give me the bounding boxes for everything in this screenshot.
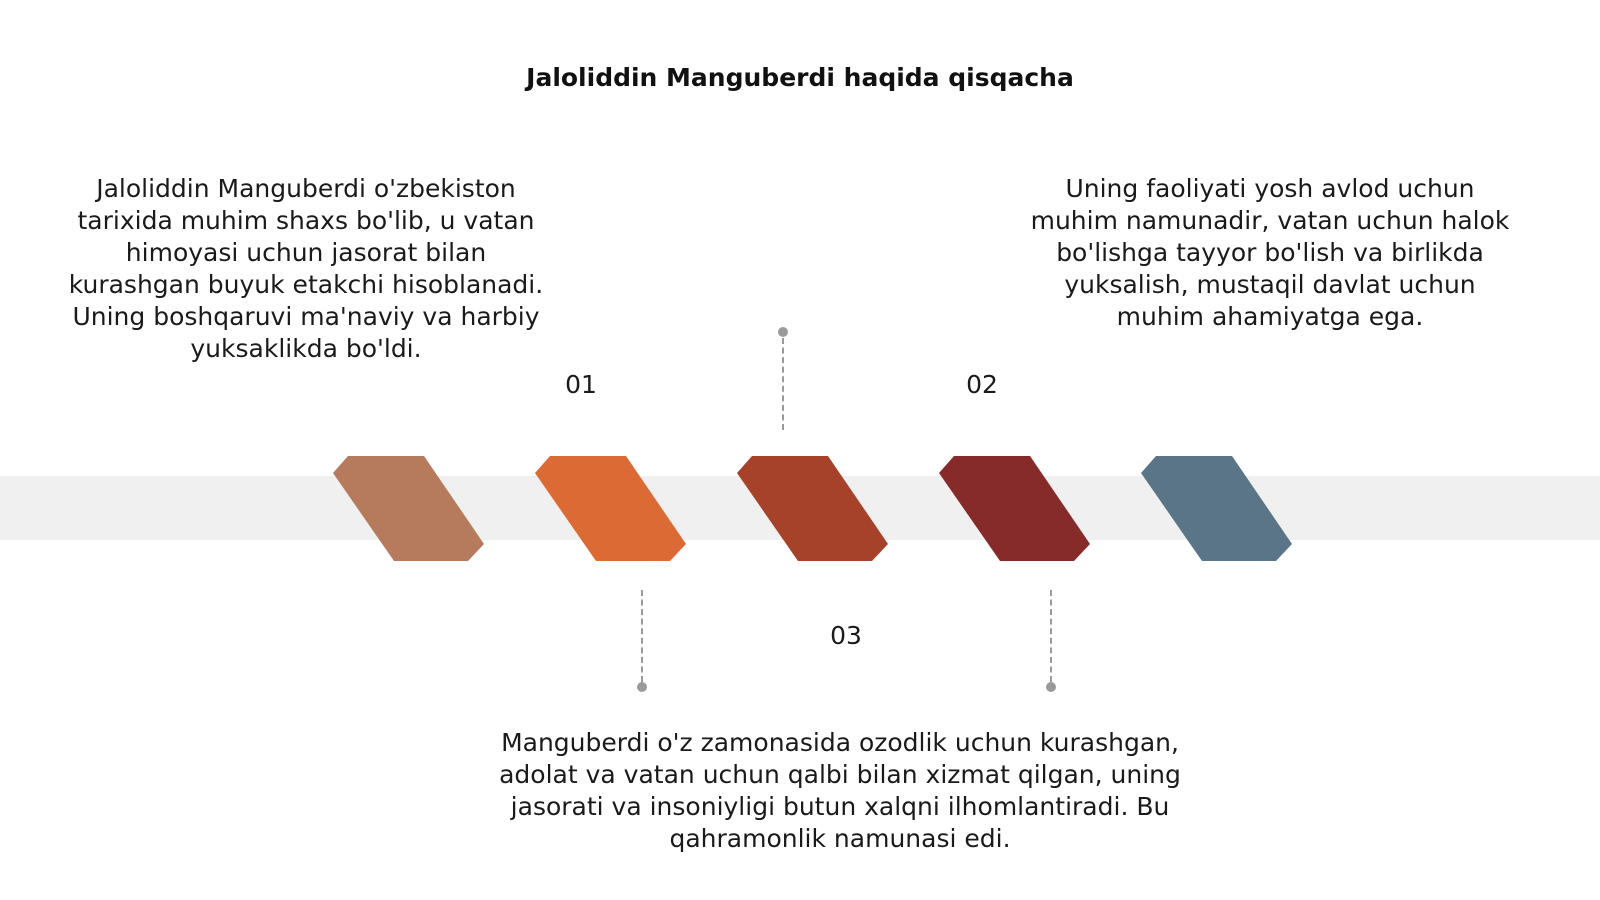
step-text-01: Jaloliddin Manguberdi o'zbekiston tarixida muhim shaxs bo'lib, u vatan himoyasi uchun jasorat bilan kurashgan buyuk etakchi hisoblanadi. Uning boshqaruvi ma'naviy va harbiy yuksaklikda bo'ldi. <box>68 174 544 363</box>
connector-line-bottom-left <box>641 590 643 682</box>
connector-dot-top <box>778 327 788 337</box>
chevron-3 <box>737 456 888 561</box>
connector-dot-bottom-left <box>637 682 647 692</box>
step-number-03: 03 <box>830 621 862 650</box>
connector-line-top <box>782 338 784 430</box>
step-text-02: Uning faoliyati yosh avlod uchun muhim namunadir, vatan uchun halok bo'lishga tayyor bo'lish va birlikda yuksalish, mustaqil davlat uchun muhim ahamiyatga ega. <box>1030 174 1510 331</box>
chevron-1 <box>333 456 484 561</box>
step-text-03: Manguberdi o'z zamonasida ozodlik uchun kurashgan, adolat va vatan uchun qalbi bilan xizmat qilgan, uning jasorati va insoniyligi butun xalqni ilhomlantiradi. Bu qahramonlik namunasi edi. <box>499 728 1181 853</box>
chevron-5 <box>1141 456 1292 561</box>
chevron-2 <box>535 456 686 561</box>
step-number-01: 01 <box>565 370 597 399</box>
step-number-02: 02 <box>966 370 998 399</box>
page-title: Jaloliddin Manguberdi haqida qisqacha <box>526 63 1074 92</box>
connector-dot-bottom-right <box>1046 682 1056 692</box>
connector-line-bottom-right <box>1050 590 1052 682</box>
chevron-4 <box>939 456 1090 561</box>
